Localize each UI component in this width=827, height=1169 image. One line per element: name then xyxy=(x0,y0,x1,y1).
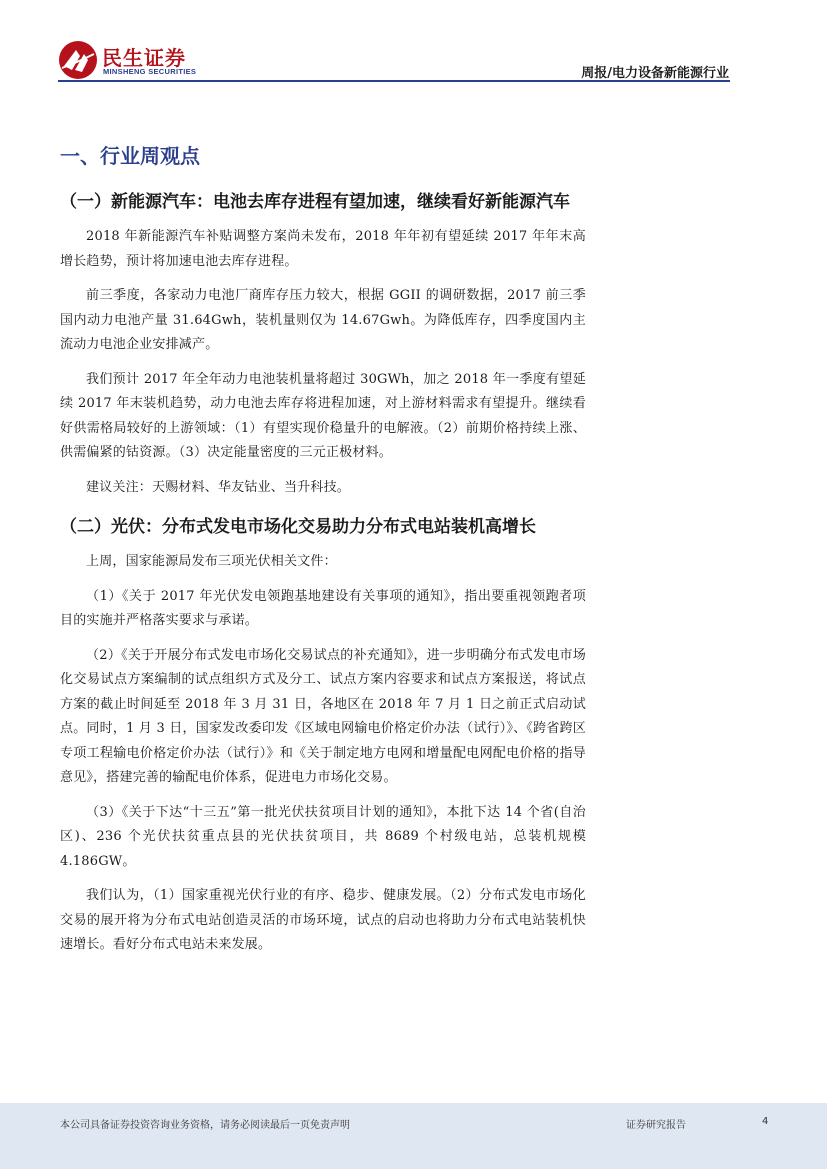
paragraph: 建议关注：天赐材料、华友钴业、当升科技。 xyxy=(86,479,351,495)
logo-english-name: MINSHENG SECURITIES xyxy=(103,67,197,76)
paragraph: 前三季度，各家动力电池厂商库存压力较大，根据 GGII 的调研数据，2017 前三季国内动力电池产量 31.64Gwh，装机量则仅为 14.67Gwh。为降低库存，四季度国内主流动力电池企业安排减产。 xyxy=(60,288,586,352)
paragraph: 我们认为，（1）国家重视光伏行业的有序、稳步、健康发展。（2）分布式发电市场化交易的展开将为分布式电站创造灵活的市场环境，试点的启动也将助力分布式电站装机快速增长。看好分布式电站未来发展。 xyxy=(60,888,586,952)
section-title: 一、行业周观点 xyxy=(60,144,200,168)
paragraph: 上周，国家能源局发布三项光伏相关文件： xyxy=(86,554,337,569)
paragraph: （2）《关于开展分布式发电市场化交易试点的补充通知》，进一步明确分布式发电市场化交易试点方案编制的试点组织方式及分工、试点方案内容要求和试点方案报送，将试点方案的截止时间延至 2018 年 3 月 31 日，各地区在 2018 年 7 月 1 日之前正式启动试点。同时，1 月 3 日，国家发改委印发《区域电网输电价格定价办法（试行）》、《跨省跨区专项工程输电价格定价办法（试行）》和《关于制定地方电网和增量配电网配电价格的指导意见》，搭建完善的输配电价体系，促进电力市场化交易。 xyxy=(60,647,586,785)
paragraph: （3）《关于下达“十三五”第一批光伏扶贫项目计划的通知》，本批下达 14 个省(自治区)、236 个光伏扶贫重点县的光伏扶贫项目，共 8689 个村级电站，总装机规模 4.186GW。 xyxy=(60,804,586,869)
footer-report-type: 证券研究报告 xyxy=(626,1120,686,1131)
subsection-title-ev: （一）新能源汽车：电池去库存进程有望加速，继续看好新能源汽车 xyxy=(60,192,570,212)
report-category: 周报/电力设备新能源行业 xyxy=(581,66,729,81)
main-content xyxy=(60,140,586,968)
subsection-title-pv: （二）光伏：分布式发电市场化交易助力分布式电站装机高增长 xyxy=(60,517,536,537)
page-number: 4 xyxy=(762,1116,769,1127)
header-divider xyxy=(58,80,730,82)
company-logo xyxy=(58,40,218,80)
paragraph: 2018 年新能源汽车补贴调整方案尚未发布，2018 年年初有望延续 2017 年年末高增长趋势，预计将加速电池去库存进程。 xyxy=(60,229,586,269)
logo-chinese-name: 民生证券 xyxy=(102,46,186,70)
footer-disclaimer: 本公司具备证券投资咨询业务资格，请务必阅读最后一页免责声明 xyxy=(60,1120,350,1131)
paragraph: （1）《关于 2017 年光伏发电领跑基地建设有关事项的通知》，指出要重视领跑者项目的实施并严格落实要求与承诺。 xyxy=(60,588,586,628)
page-footer xyxy=(0,1103,827,1169)
paragraph: 我们预计 2017 年全年动力电池装机量将超过 30GWh，加之 2018 年一季度有望延续 2017 年末装机趋势，动力电池去库存将进程加速，对上游材料需求有望提升。继续看好供需格局较好的上游领域：（1）有望实现价稳量升的电解液。（2）前期价格持续上涨、供需偏紧的钴资源。（3）决定能量密度的三元正极材料。 xyxy=(60,371,586,460)
minsheng-logo-icon xyxy=(58,40,98,80)
page-header xyxy=(0,0,827,90)
